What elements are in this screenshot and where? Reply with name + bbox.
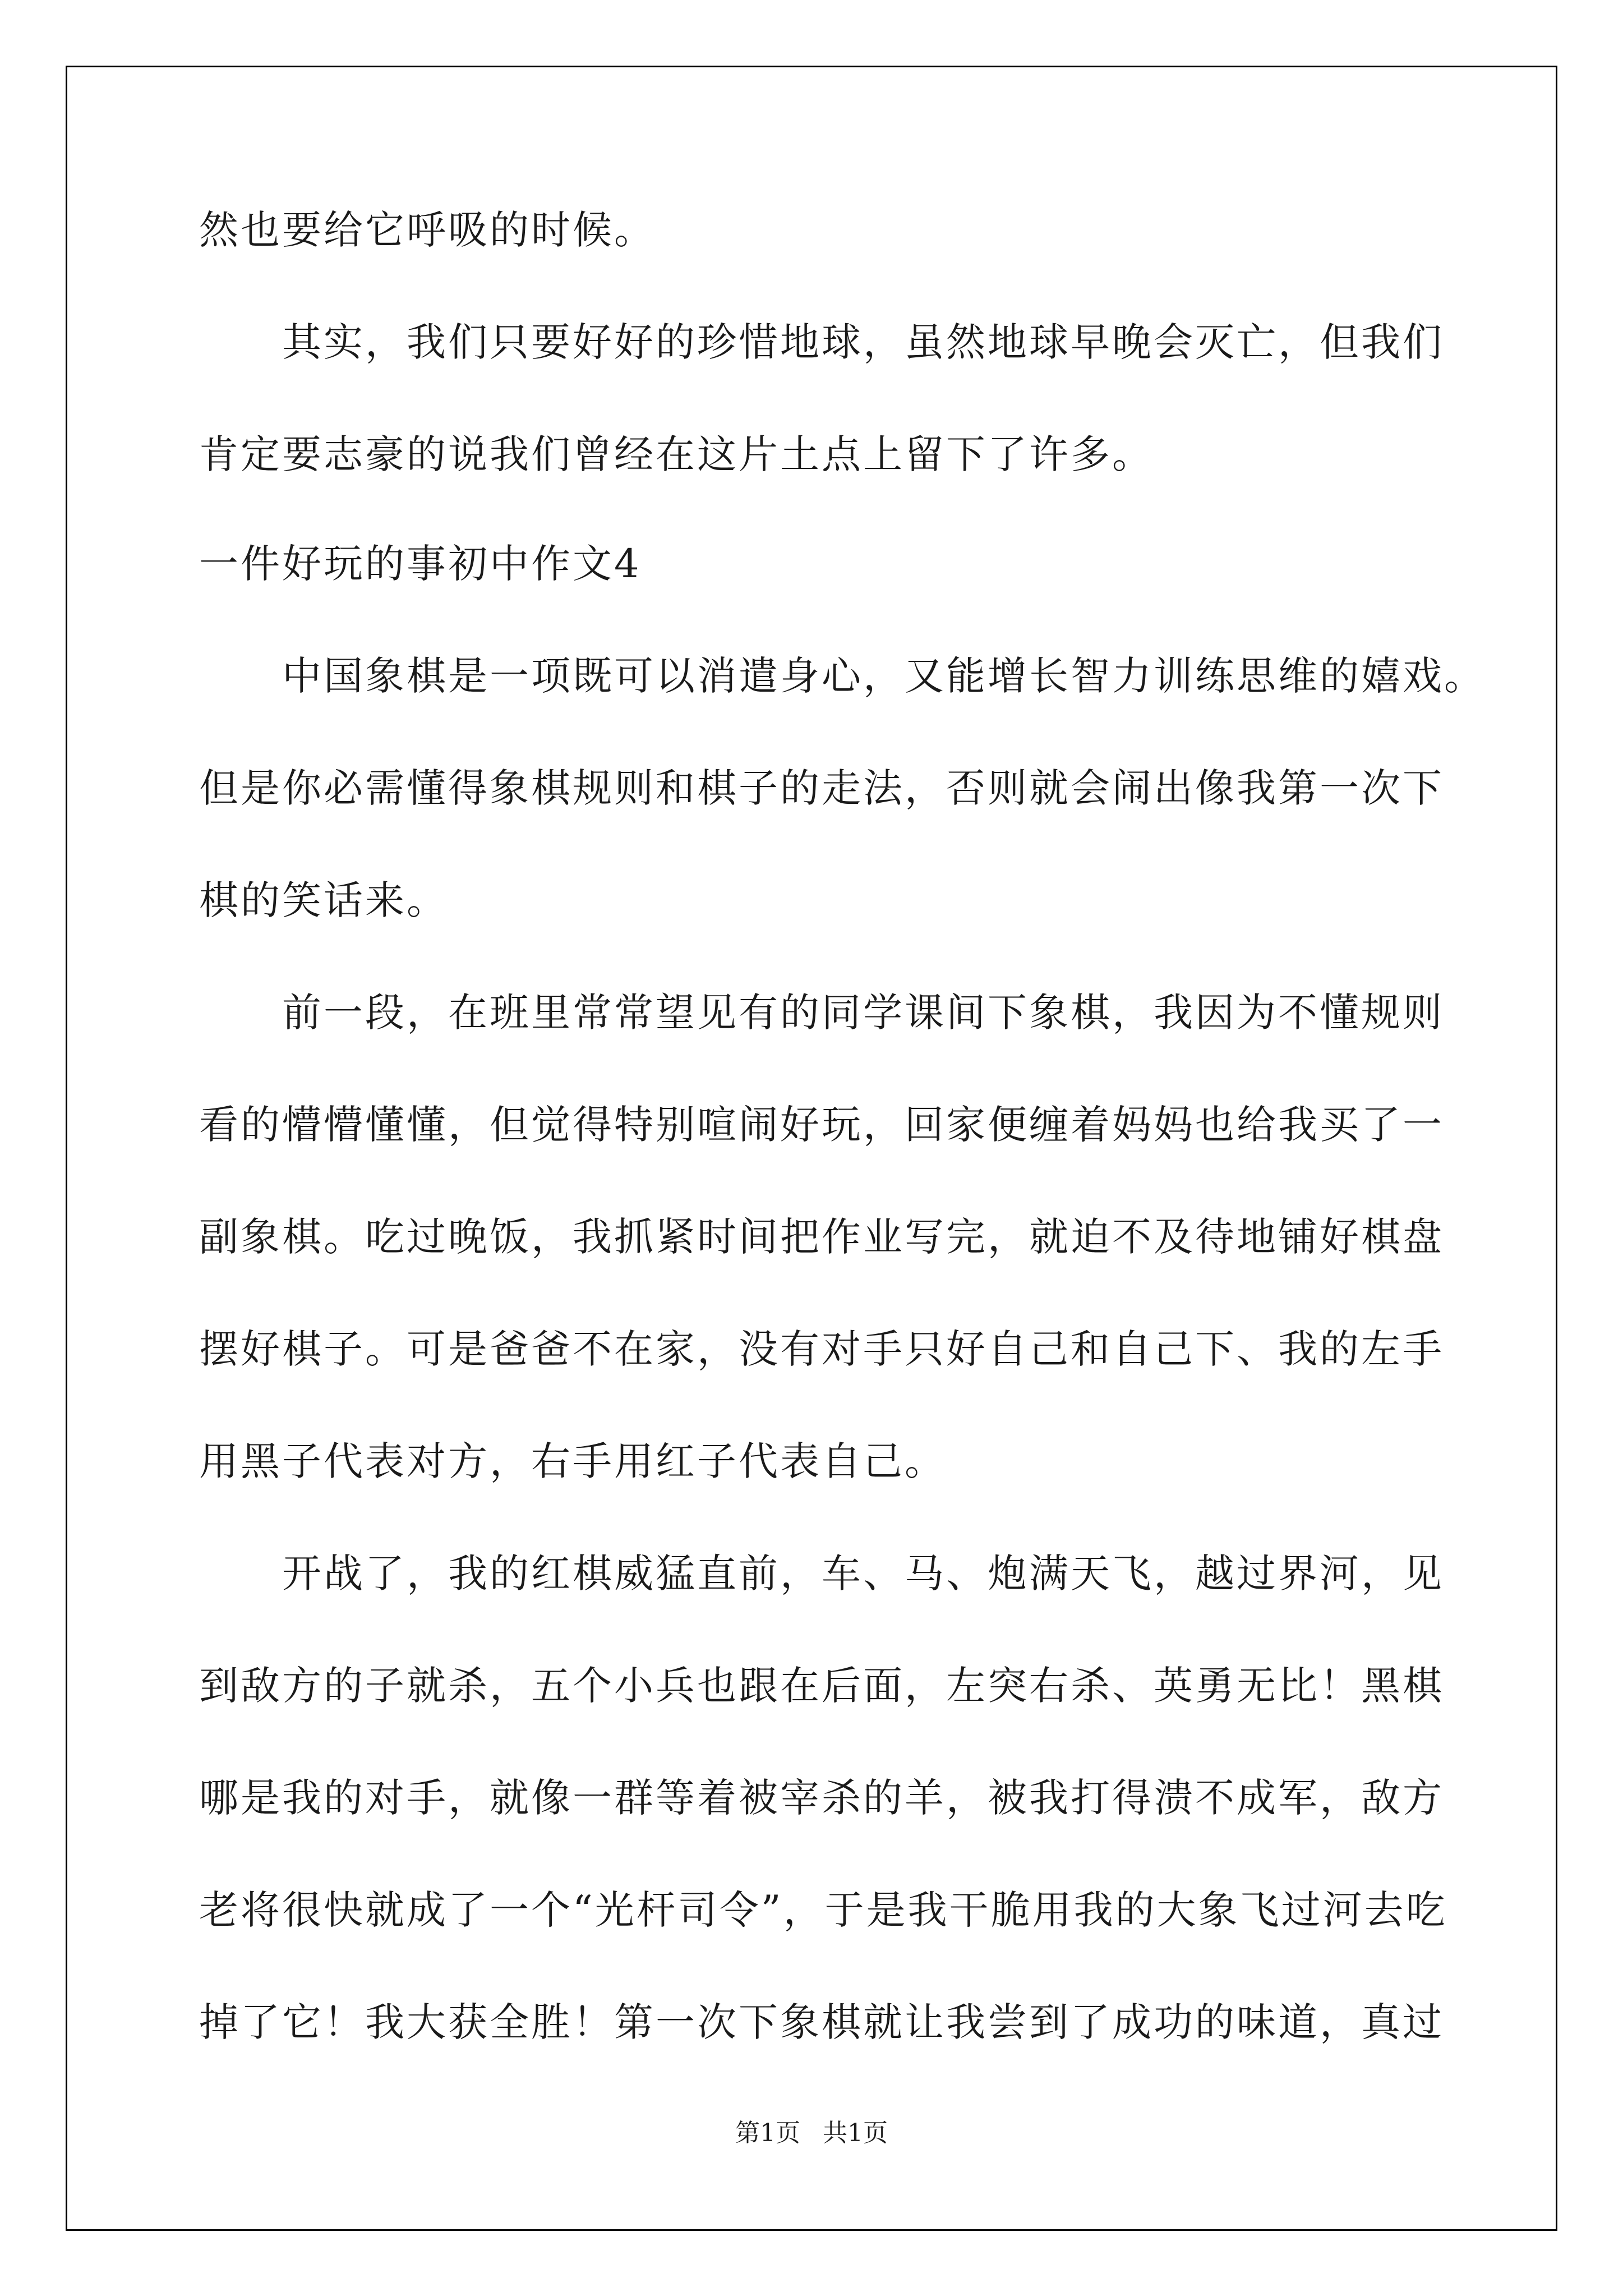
text-line: 其实，我们只要好好的珍惜地球，虽然地球早晚会灭亡，但我们 — [199, 319, 1444, 365]
section-heading: 一件好玩的事初中作文4 — [199, 541, 642, 587]
text-line: 用黑子代表对方，右手用红子代表自己。 — [199, 1438, 946, 1484]
text-line: 棋的笑话来。 — [199, 877, 448, 923]
text-line: 摆好棋子。可是爸爸不在家，没有对手只好自己和自己下、我的左手 — [199, 1326, 1444, 1372]
text-line: 老将很快就成了一个“光杆司令”，于是我干脆用我的大象飞过河去吃 — [199, 1887, 1447, 1933]
text-line: 中国象棋是一项既可以消遣身心，又能增长智力训练思维的嬉戏。 — [199, 653, 1486, 699]
text-line: 哪是我的对手，就像一群等着被宰杀的羊，被我打得溃不成军，敌方 — [199, 1775, 1444, 1821]
document-body — [199, 202, 1486, 2050]
text-line: 肯定要志豪的说我们曾经在这片土点上留下了许多。 — [199, 431, 1154, 477]
text-line: 然也要给它呼吸的时候。 — [199, 207, 656, 253]
text-line: 但是你必需懂得象棋规则和棋子的走法，否则就会闹出像我第一次下 — [199, 765, 1444, 811]
page-number-total: 共1页 — [823, 2119, 888, 2147]
page-footer — [0, 2116, 1623, 2150]
text-line: 开战了，我的红棋威猛直前，车、马、炮满天飞，越过界河，见 — [199, 1550, 1444, 1596]
text-line: 副象棋。吃过晚饭，我抓紧时间把作业写完，就迫不及待地铺好棋盘 — [199, 1214, 1444, 1260]
text-line: 掉了它！我大获全胜！第一次下象棋就让我尝到了成功的味道，真过 — [199, 1999, 1444, 2045]
text-line: 前一段，在班里常常望见有的同学课间下象棋，我因为不懂规则 — [199, 990, 1444, 1036]
text-line: 到敌方的子就杀，五个小兵也跟在后面，左突右杀、英勇无比！黑棋 — [199, 1663, 1444, 1709]
text-line: 看的懵懵懂懂，但觉得特别喧闹好玩，回家便缠着妈妈也给我买了一 — [199, 1102, 1444, 1148]
page-number-current: 第1页 — [735, 2119, 800, 2147]
